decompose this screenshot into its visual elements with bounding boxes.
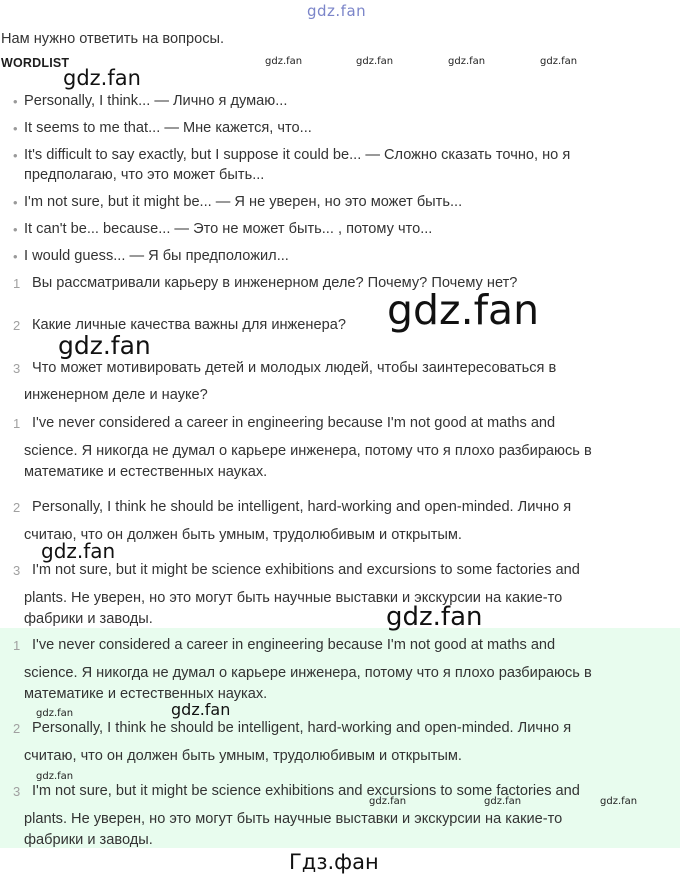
watermark: gdz.fan [386,602,483,632]
watermark: gdz.fan [387,286,540,334]
answer-text: I'm not sure, but it might be science exhibitions and excursions to some factories and [32,562,580,578]
answer-text-continued: считаю, что он должен быть умным, трудолюбивым и открытым. [24,527,462,543]
answer-text-continued: science. Я никогда не думал о карьере инженера, потому что я плохо разбираюсь в [24,665,592,681]
footer-watermark: Гдз.фан [289,850,379,874]
answer-text: I'm not sure, but it might be science exhibitions and excursions to some factories and [32,783,580,799]
watermark: gdz.fan [600,796,638,807]
answer-text-continued: считаю, что он должен быть умным, трудолюбивым и открытым. [24,748,462,764]
answer-text-continued: plants. Не уверен, но это могут быть научные выставки и экскурсии на какие-то [24,590,563,606]
watermark: gdz.fan [63,66,141,90]
answer-number: 3 [13,784,21,799]
answer-text-continued: фабрики и заводы. [24,611,153,627]
answer-text: I've never considered a career in engineering because I'm not good at maths and [32,415,556,431]
wordlist-phrase: It seems to me that... — Мне кажется, что... [24,120,312,136]
answer-text-continued: plants. Не уверен, но это могут быть научные выставки и экскурсии на какие-то [24,811,563,827]
watermark: gdz.fan [484,796,522,807]
answer-text-continued: математике и естественных науках. [24,686,268,702]
wordlist-phrase: I would guess... — Я бы предположил... [24,248,289,264]
answer-number: 1 [13,416,21,431]
watermark: gdz.fan [41,539,116,563]
question-number: 2 [13,318,21,333]
answer-number: 2 [13,721,21,736]
bullet-icon: • [13,222,18,237]
answer-text-continued: фабрики и заводы. [24,832,153,848]
bullet-icon: • [13,249,18,264]
watermark: gdz.fan [540,56,578,67]
bullet-icon: • [13,148,18,163]
question-text: Какие личные качества важны для инженера? [32,317,346,333]
bullet-icon: • [13,94,18,109]
answer-number: 2 [13,500,21,515]
question-text-continued: инженерном деле и науке? [24,387,208,403]
wordlist-phrase-continued: предполагаю, что это может быть... [24,167,265,183]
watermark: gdz.fan [36,708,74,719]
wordlist-phrase: Personally, I think... — Лично я думаю... [24,93,288,109]
question-text: Что может мотивировать детей и молодых людей, чтобы заинтересоваться в [32,360,557,376]
question-text: Вы рассматривали карьеру в инженерном деле? Почему? Почему нет? [32,275,518,291]
wordlist-phrase: It can't be... because... — Это не может быть... , потому что... [24,221,433,237]
answer-number: 3 [13,563,21,578]
bullet-icon: • [13,195,18,210]
answer-text: Personally, I think he should be intelligent, hard-working and open-minded. Лично я [32,720,572,736]
wordlist-phrase: I'm not sure, but it might be... — Я не уверен, но это может быть... [24,194,463,210]
wordlist-heading: WORDLIST [1,56,70,70]
watermark: gdz.fan [356,56,394,67]
question-number: 1 [13,276,21,291]
header-watermark: gdz.fan [307,2,367,20]
watermark: gdz.fan [171,700,231,719]
answer-text-continued: science. Я никогда не думал о карьере инженера, потому что я плохо разбираюсь в [24,443,592,459]
answer-text: I've never considered a career in engineering because I'm not good at maths and [32,637,556,653]
wordlist-phrase: It's difficult to say exactly, but I suppose it could be... — Сложно сказать точно, но я [24,147,571,163]
intro-text: Нам нужно ответить на вопросы. [1,31,225,47]
answer-text-continued: математике и естественных науках. [24,464,268,480]
watermark: gdz.fan [448,56,486,67]
watermark: gdz.fan [36,771,74,782]
watermark: gdz.fan [265,56,303,67]
question-number: 3 [13,361,21,376]
bullet-icon: • [13,121,18,136]
watermark: gdz.fan [369,796,407,807]
watermark: gdz.fan [58,331,151,360]
answer-text: Personally, I think he should be intelligent, hard-working and open-minded. Лично я [32,499,572,515]
answer-number: 1 [13,638,21,653]
